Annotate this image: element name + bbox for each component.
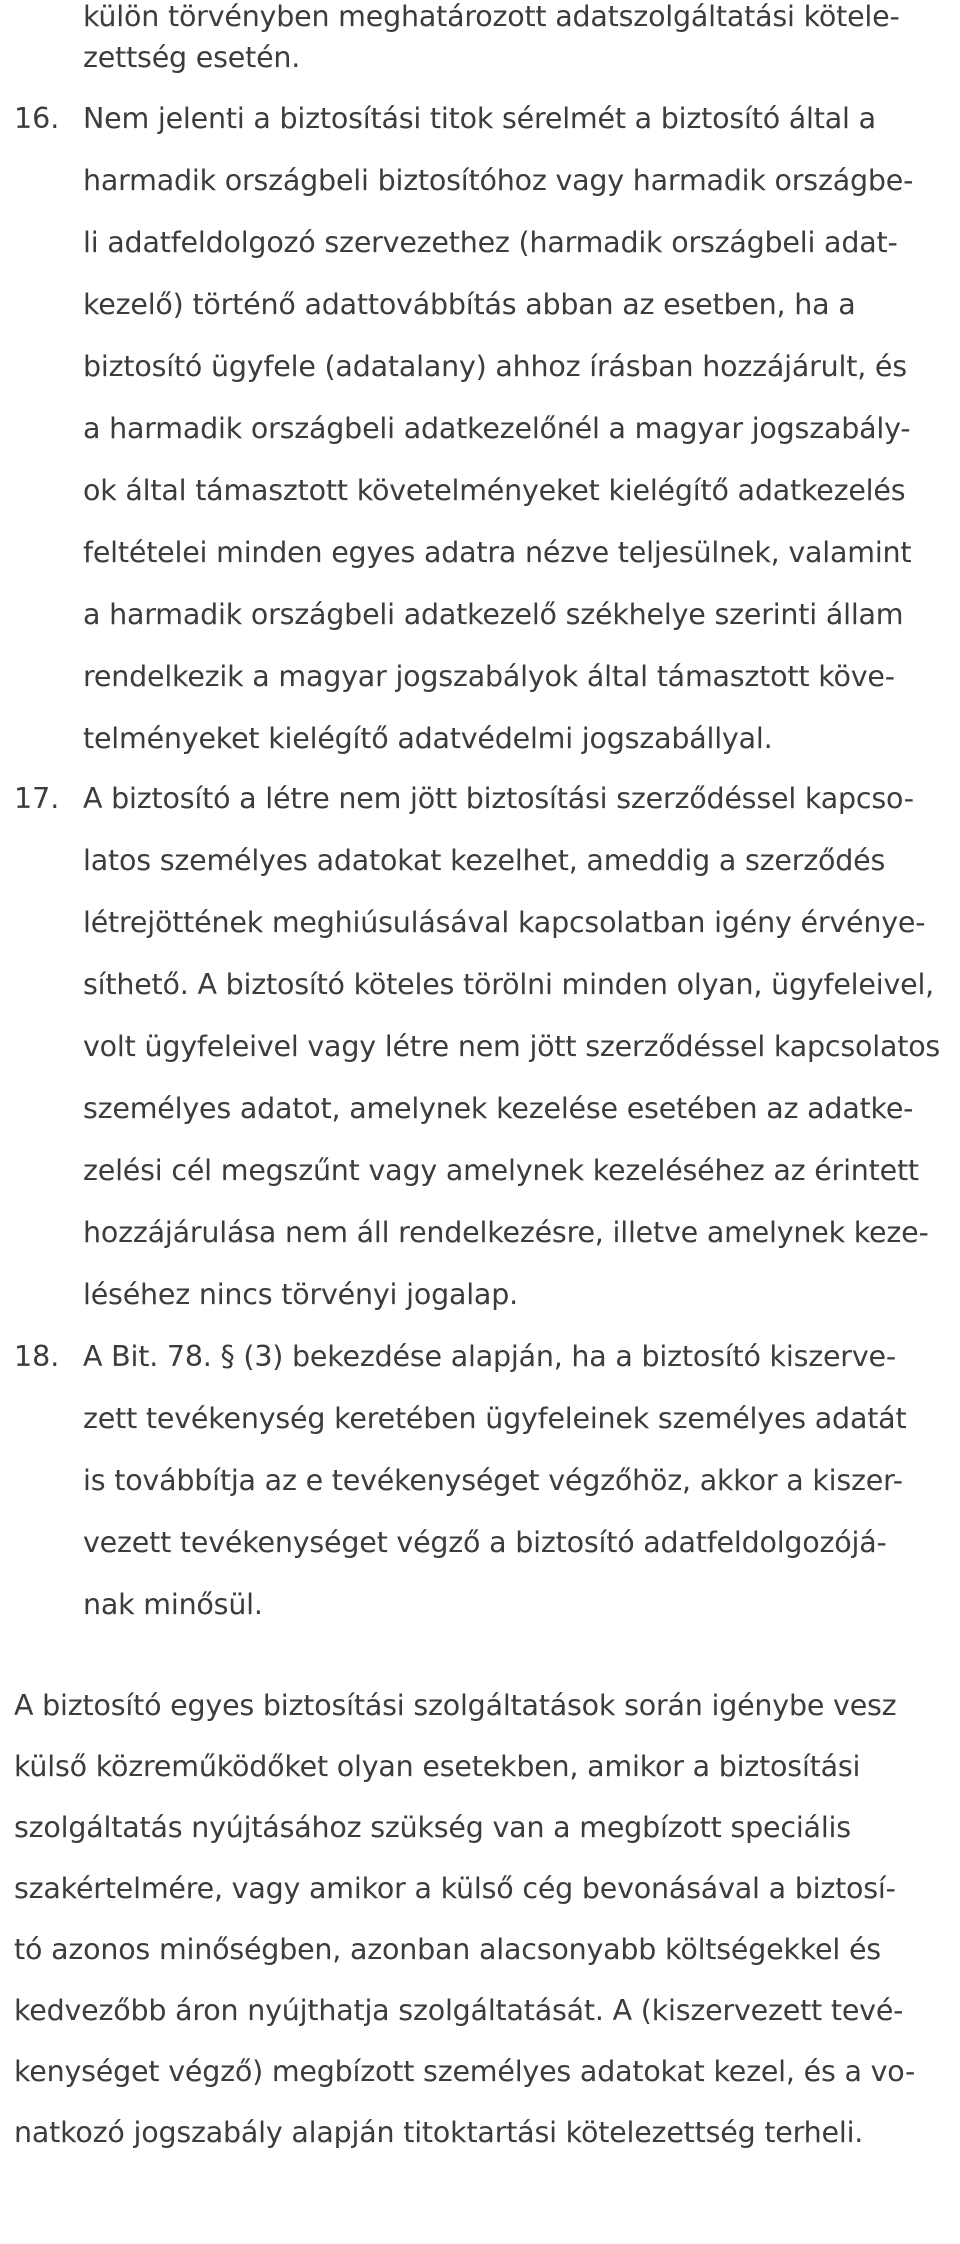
paragraph-line: szolgáltatás nyújtásához szükség van a megbízott speciális: [14, 1811, 851, 1844]
list-item-line: nak minősül.: [83, 1588, 263, 1621]
list-item-number: 16.: [14, 102, 60, 135]
list-item-line: hozzájárulása nem áll rendelkezésre, illetve amelynek keze-: [83, 1216, 929, 1249]
list-item-line: is továbbítja az e tevékenységet végzőhöz, akkor a kiszer-: [83, 1464, 903, 1497]
list-item-line: létrejöttének meghiúsulásával kapcsolatban igény érvénye-: [83, 906, 926, 939]
list-item-line: síthető. A biztosító köteles törölni minden olyan, ügyfeleivel,: [83, 968, 935, 1001]
paragraph-line: külső közreműködőket olyan esetekben, amikor a biztosítási: [14, 1750, 861, 1783]
list-item-line: a harmadik országbeli adatkezelőnél a magyar jogszabály-: [83, 412, 911, 445]
list-item-line: feltételei minden egyes adatra nézve teljesülnek, valamint: [83, 536, 912, 569]
list-item-line: telményeket kielégítő adatvédelmi jogszabállyal.: [83, 722, 773, 755]
list-item-line: zett tevékenység keretében ügyfeleinek személyes adatát: [83, 1402, 907, 1435]
list-item-line: li adatfeldolgozó szervezethez (harmadik országbeli adat-: [83, 226, 898, 259]
list-item-line: ok által támasztott követelményeket kielégítő adatkezelés: [83, 474, 906, 507]
list-item-line: A biztosító a létre nem jött biztosítási szerződéssel kapcso-: [83, 782, 914, 815]
list-item-line: kezelő) történő adattovábbítás abban az esetben, ha a: [83, 288, 856, 321]
paragraph-line: tó azonos minőségben, azonban alacsonyabb költségekkel és: [14, 1933, 881, 1966]
paragraph-line: A biztosító egyes biztosítási szolgáltatások során igénybe vesz: [14, 1689, 897, 1722]
list-item-line: harmadik országbeli biztosítóhoz vagy harmadik országbe-: [83, 164, 914, 197]
list-item-line: A Bit. 78. § (3) bekezdése alapján, ha a biztosító kiszerve-: [83, 1340, 896, 1373]
paragraph-line: szakértelmére, vagy amikor a külső cég bevonásával a biztosí-: [14, 1872, 896, 1905]
list-item-number: 17.: [14, 782, 60, 815]
paragraph-line: kedvezőbb áron nyújthatja szolgáltatását. A (kiszervezett tevé-: [14, 1994, 904, 2027]
list-continuation-line: zettség esetén.: [83, 41, 301, 74]
paragraph-line: kenységet végző) megbízott személyes adatokat kezel, és a vo-: [14, 2055, 916, 2088]
list-item-line: Nem jelenti a biztosítási titok sérelmét a biztosító által a: [83, 102, 876, 135]
list-item-line: biztosító ügyfele (adatalany) ahhoz írásban hozzájárult, és: [83, 350, 907, 383]
list-item-line: zelési cél megszűnt vagy amelynek kezeléséhez az érintett: [83, 1154, 919, 1187]
list-item-line: vezett tevékenységet végző a biztosító adatfeldolgozójá-: [83, 1526, 887, 1559]
list-item-number: 18.: [14, 1340, 60, 1373]
list-item-line: a harmadik országbeli adatkezelő székhelye szerinti állam: [83, 598, 904, 631]
list-item-line: személyes adatot, amelynek kezelése esetében az adatke-: [83, 1092, 914, 1125]
list-continuation-line: külön törvényben meghatározott adatszolgáltatási kötele-: [83, 0, 900, 33]
list-item-line: rendelkezik a magyar jogszabályok által támasztott köve-: [83, 660, 895, 693]
list-item-line: volt ügyfeleivel vagy létre nem jött szerződéssel kapcsolatos: [83, 1030, 941, 1063]
paragraph-line: natkozó jogszabály alapján titoktartási kötelezettség terheli.: [14, 2116, 864, 2149]
list-item-line: latos személyes adatokat kezelhet, ameddig a szerződés: [83, 844, 886, 877]
list-item-line: léséhez nincs törvényi jogalap.: [83, 1278, 518, 1311]
